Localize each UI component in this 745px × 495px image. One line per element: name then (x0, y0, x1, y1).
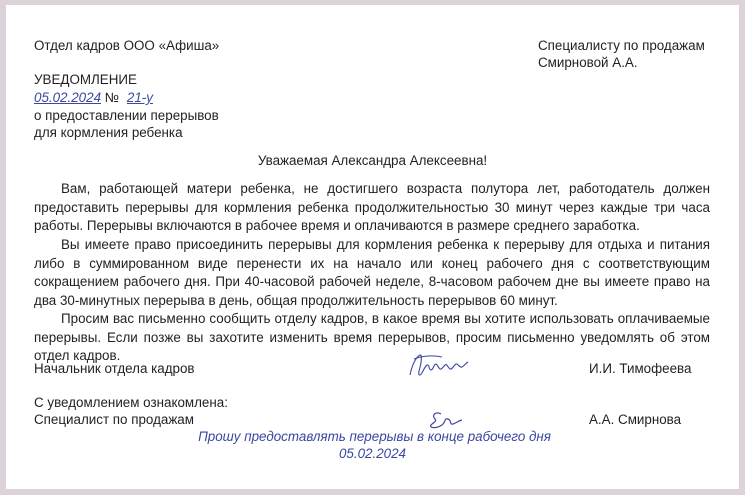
document-date: 05.02.2024 (34, 90, 102, 105)
head-name: И.И. Тимофеева (589, 361, 692, 376)
paragraph-1: Вам, работающей матери ребенка, не достигшего возраста полутора лет, работодатель должен предоставить перерывы для кормления ребенка продолжительностью 30 минут через каждые три часа работы. Перерывы включаются в рабочее время и оплачиваются в размере среднего заработка. (34, 181, 710, 234)
head-position: Начальник отдела кадров (34, 361, 195, 376)
document-page (6, 5, 739, 489)
document-date-number (34, 90, 153, 106)
recipient-position: Специалисту по продажам (538, 38, 705, 53)
subject-line-2: для кормления ребенка (34, 125, 183, 140)
paragraph-3: Просим вас письменно сообщить отделу кадров, в какое время вы хотите использовать оплачиваемые перерывы. Если позже вы захотите изменить время перерывов, просим письменно уведомлять об этом отдел кадров. (34, 311, 710, 364)
greeting: Уважаемая Александра Алексеевна! (257, 153, 488, 168)
sender-department: Отдел кадров ООО «Афиша» (34, 38, 220, 53)
employee-position: Специалист по продажам (34, 412, 194, 427)
acknowledgement-label: С уведомлением ознакомлена: (34, 395, 228, 410)
document-type: УВЕДОМЛЕНИЕ (34, 72, 137, 87)
document-number: 21-у (126, 90, 153, 105)
handwritten-date: 05.02.2024 (338, 446, 407, 461)
head-signature (406, 349, 472, 381)
handwritten-request: Прошу предоставлять перерывы в конце рабочего дня (198, 429, 551, 444)
number-sign: № (104, 90, 120, 105)
recipient-name: Смирновой А.А. (538, 55, 638, 70)
paragraph-2: Вы имеете право присоединить перерывы для кормления ребенка к перерыву для отдыха и питания либо в суммированном виде перенести их на начало или конец рабочего дня с соответствующим сокращением рабочего дня. При 40-часовой рабочей неделе, 8-часовом рабочем дне вы имеете право на два 30-минутных перерыва в день, общая продолжительность перерывов 60 минут. (34, 237, 710, 308)
employee-name: А.А. Смирнова (589, 412, 682, 427)
subject-line-1: о предоставлении перерывов (34, 108, 219, 123)
